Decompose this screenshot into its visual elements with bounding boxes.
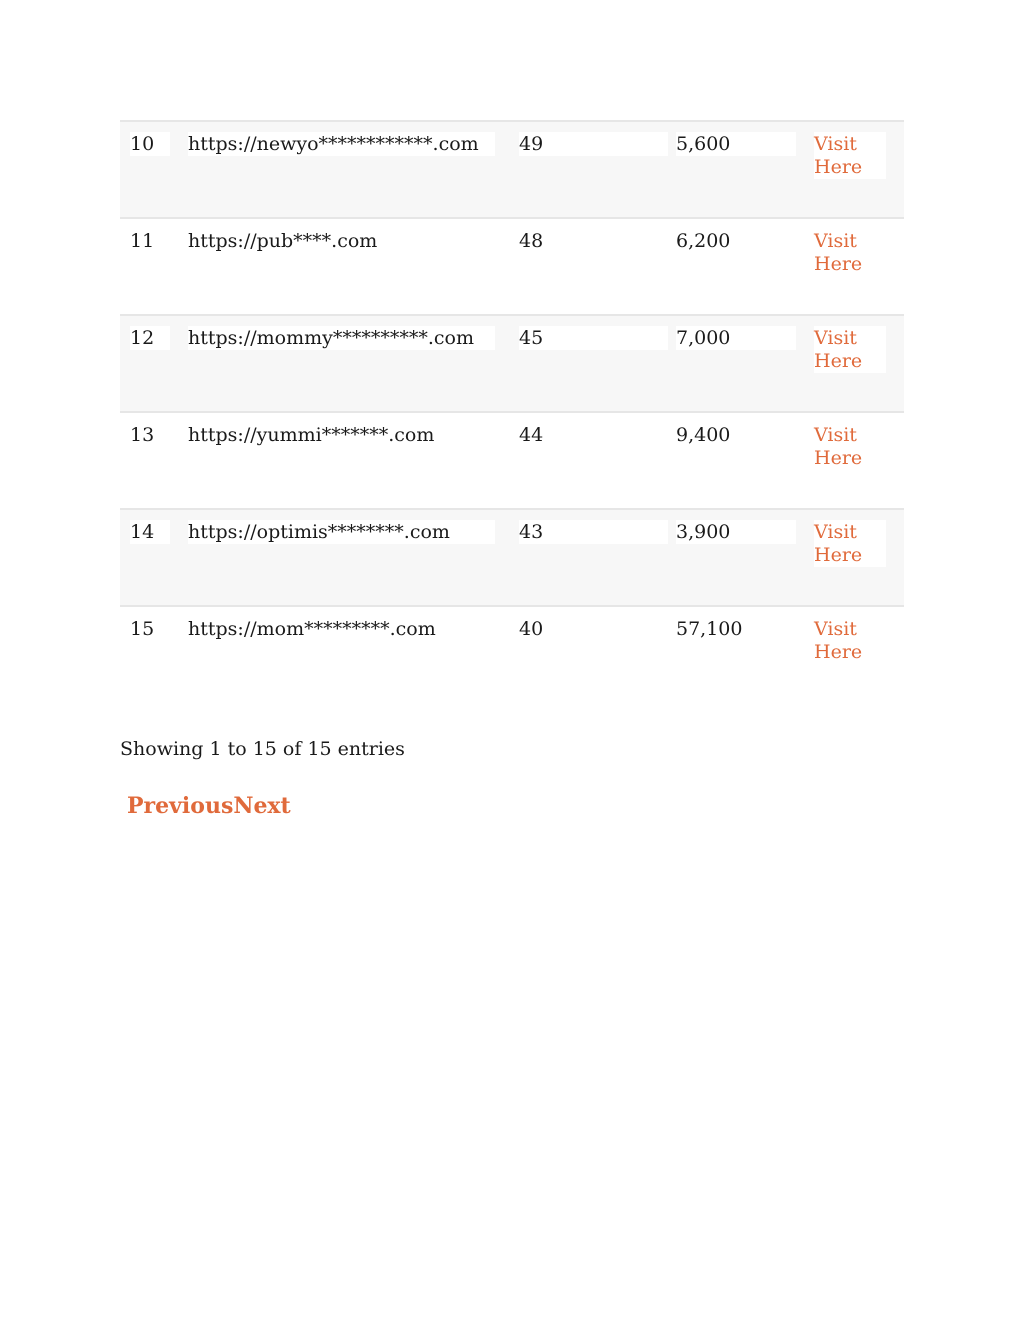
row-number: 10 (130, 132, 170, 156)
entries-table-container (120, 120, 904, 703)
domain-authority: 49 (519, 132, 668, 156)
traffic-value: 3,900 (676, 520, 796, 544)
row-number: 15 (130, 618, 155, 640)
traffic-value: 6,200 (676, 230, 731, 252)
visit-here-link[interactable]: Visit Here (814, 230, 863, 275)
site-url: https://mommy**********.com (188, 326, 495, 350)
table-row (120, 315, 904, 412)
table-row (120, 121, 904, 218)
next-button[interactable]: Next (233, 793, 291, 819)
entries-table (120, 120, 904, 703)
table-row (120, 606, 904, 703)
site-url: https://yummi*******.com (188, 424, 435, 446)
traffic-value: 7,000 (676, 326, 796, 350)
previous-button[interactable]: Previous (127, 793, 234, 819)
domain-authority: 44 (519, 424, 544, 446)
table-row (120, 218, 904, 315)
visit-here-link[interactable]: Visit Here (814, 618, 863, 663)
site-url: https://optimis********.com (188, 520, 495, 544)
site-url: https://mom*********.com (188, 618, 436, 640)
domain-authority: 43 (519, 520, 668, 544)
site-url: https://pub****.com (188, 230, 378, 252)
table-info-text: Showing 1 to 15 of 15 entries (120, 738, 405, 760)
row-number: 11 (130, 230, 155, 252)
traffic-value: 9,400 (676, 424, 731, 446)
traffic-value: 5,600 (676, 132, 796, 156)
visit-here-link[interactable]: Visit Here (814, 424, 863, 469)
traffic-value: 57,100 (676, 618, 743, 640)
domain-authority: 40 (519, 618, 544, 640)
site-url: https://newyo************.com (188, 132, 495, 156)
table-row (120, 509, 904, 606)
visit-here-link[interactable]: Visit Here (814, 133, 863, 178)
row-number: 14 (130, 520, 170, 544)
visit-here-link[interactable]: Visit Here (814, 327, 863, 372)
pagination (127, 793, 291, 819)
row-number: 13 (130, 424, 155, 446)
domain-authority: 48 (519, 230, 544, 252)
row-number: 12 (130, 326, 170, 350)
visit-here-link[interactable]: Visit Here (814, 521, 863, 566)
domain-authority: 45 (519, 326, 668, 350)
table-row (120, 412, 904, 509)
